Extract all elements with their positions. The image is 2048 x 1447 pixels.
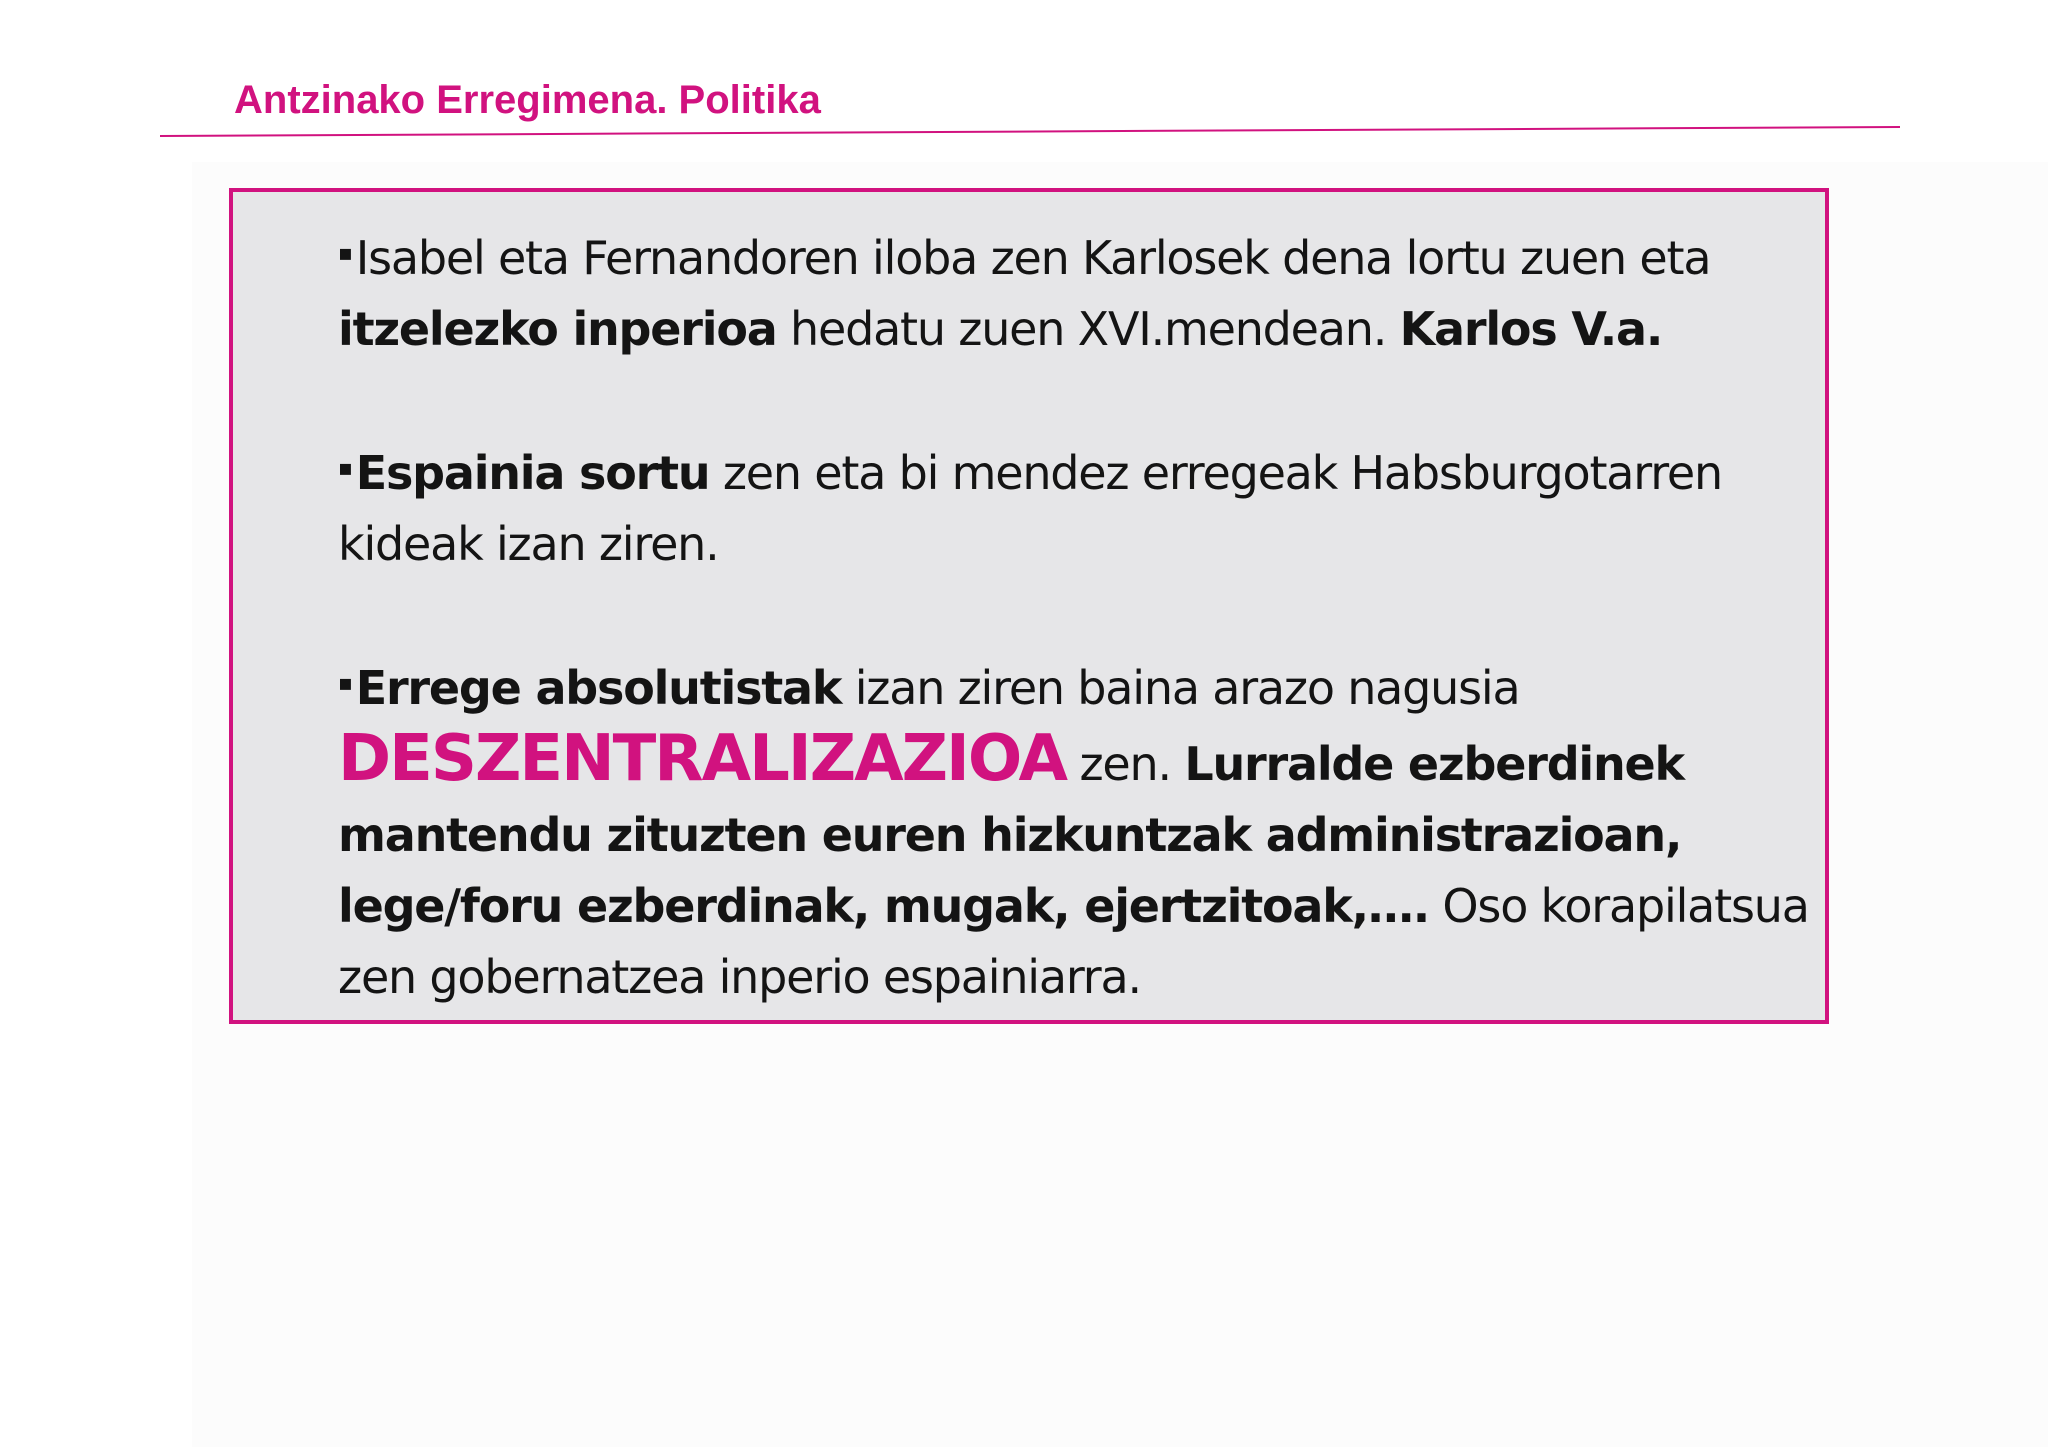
paragraph-text: Oso korapilatsua zen gobernatzea inperio espainiarra. — [338, 879, 1809, 1004]
paragraph-text: izan ziren baina arazo nagusia — [841, 661, 1520, 715]
paragraph-text: zen. — [1066, 737, 1185, 791]
paragraph-text: zen eta bi mendez erregeak Habsburgotarren kideak izan ziren. — [338, 446, 1722, 571]
paragraph-text: hedatu zuen XVI.mendean. — [776, 302, 1400, 356]
bullet-square-icon: ▪ — [338, 671, 352, 696]
bold-text: Lurralde ezberdinek mantendu zituzten euren hizkuntzak administrazioan, lege/foru ezberdinak, mugak, ejertzitoak,…. — [338, 737, 1684, 933]
content-text — [338, 218, 1818, 1013]
bold-text: itzelezko inperioa — [338, 302, 777, 356]
paragraph-text: Isabel eta Fernandoren iloba zen Karlosek dena lortu zuen eta — [355, 231, 1711, 285]
bullet-square-icon: ▪ — [338, 456, 352, 481]
paragraph-karlos — [338, 218, 1818, 365]
content-box — [229, 188, 1829, 1024]
slide-title: Antzinako Erregimena. Politika — [234, 78, 821, 122]
paragraph-espainia — [338, 433, 1818, 580]
bold-text: Espainia sortu — [355, 446, 710, 500]
bold-text: Karlos V.a. — [1399, 302, 1663, 356]
highlight-term: DESZENTRALIZAZIOA — [338, 722, 1067, 796]
bold-text: Errege absolutistak — [355, 661, 842, 715]
bullet-square-icon: ▪ — [338, 241, 352, 266]
paragraph-absolutistak — [338, 648, 1818, 1013]
